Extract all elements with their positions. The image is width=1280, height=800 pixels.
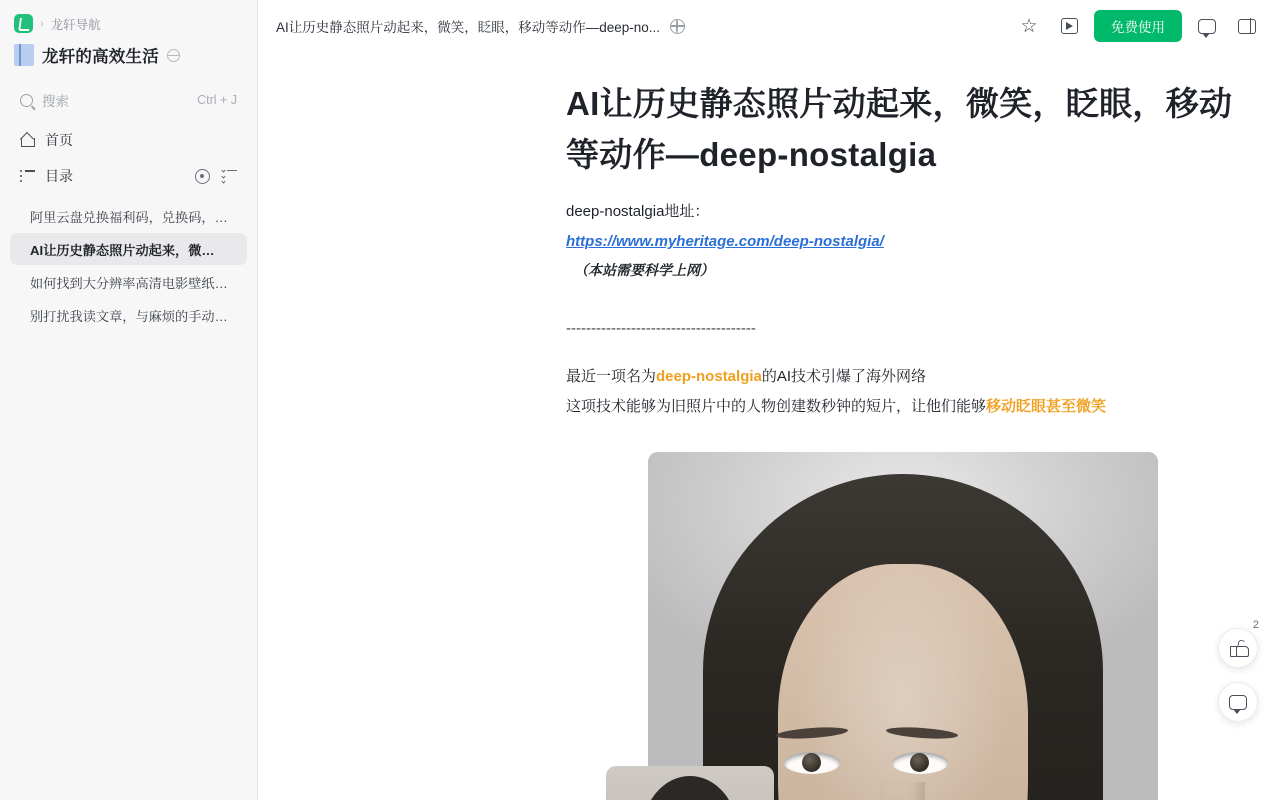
breadcrumb-label[interactable]: 龙轩导航 [50,17,101,32]
toolbar [258,0,1280,52]
note-text: （本站需要科学上网） [574,261,714,278]
globe-icon [167,49,180,62]
sidebar [0,0,258,800]
thumbs-up-icon [1230,640,1247,657]
directory-label: 目录 [45,168,73,184]
directory-header [10,159,247,193]
workspace-title: 龙轩的高效生活 [42,48,159,66]
directory-actions [195,169,237,184]
page-title: AI让历史静态照片动起来，微笑，眨眼，移动等动作—deep-nostalgia [566,85,1233,174]
paragraph-2 [566,393,1240,421]
directory-icon [20,170,35,182]
free-trial-button[interactable]: 免费使用 [1094,10,1182,42]
paragraph-2-highlight: 移动眨眼甚至微笑 [986,397,1107,415]
list-item[interactable]: 别打扰我读文章，与麻烦的手动… [30,308,228,324]
floating-action-column [1218,619,1259,722]
home-icon [20,133,35,147]
locate-icon[interactable] [195,169,210,184]
share-icon[interactable] [1054,11,1084,41]
side-panel-icon[interactable] [1232,11,1262,41]
image-block [566,452,1240,800]
intro-label: deep-nostalgia地址： [566,203,710,221]
portrait-photo-thumbnail [606,766,774,800]
paragraph-1-part-a: 最近一项名为 [566,367,657,385]
search-icon [20,94,33,107]
document-content [258,52,1280,800]
workspace-header[interactable] [0,37,257,79]
book-icon [14,44,34,66]
like-button[interactable] [1218,619,1259,668]
comment-icon [1229,695,1247,710]
comment-button[interactable] [1218,682,1258,722]
chevron-right-icon: › [40,17,44,30]
sidebar-item-label: 首页 [45,132,73,148]
text-divider: -------------------------------------- [566,319,756,337]
list-item[interactable]: 如何找到大分辨率高清电影壁纸… [30,275,228,291]
search-input[interactable] [10,83,247,117]
paragraph-1-highlight: deep-nostalgia [656,367,762,385]
comment-icon[interactable] [1192,11,1222,41]
collapse-list-icon[interactable] [222,170,237,183]
app-logo-icon [14,14,33,33]
globe-icon[interactable] [670,19,685,34]
deep-nostalgia-link[interactable]: https://www.myheritage.com/deep-nostalgia/ [566,233,884,251]
list-item[interactable]: 阿里云盘兑换福利码，兑换码，… [30,209,228,225]
document-title-breadcrumb[interactable]: AI让历史静态照片动起来，微笑，眨眼，移动等动作—deep-no... [276,20,661,35]
thumbnail-hair [642,776,738,800]
paragraph-2-part-a: 这项技术能够为旧照片中的人物创建数秒钟的短片，让他们能够 [566,397,987,415]
main-area [258,0,1280,800]
breadcrumb[interactable] [0,0,257,37]
sidebar-item-home[interactable] [10,123,247,157]
document-list [0,199,257,332]
paragraph-1 [566,363,1240,391]
photo-nose [881,782,925,800]
link-paragraph [566,228,1240,256]
search-placeholder: 搜索 [42,94,69,109]
list-item[interactable]: AI让历史静态照片动起来，微… [10,233,247,265]
like-count: 2 [1252,619,1259,631]
paragraph-1-part-b: 的AI技术引爆了海外网络 [761,367,927,385]
star-icon[interactable]: ☆ [1020,15,1038,37]
search-shortcut: Ctrl + J [197,93,237,107]
portrait-photo [648,452,1158,800]
